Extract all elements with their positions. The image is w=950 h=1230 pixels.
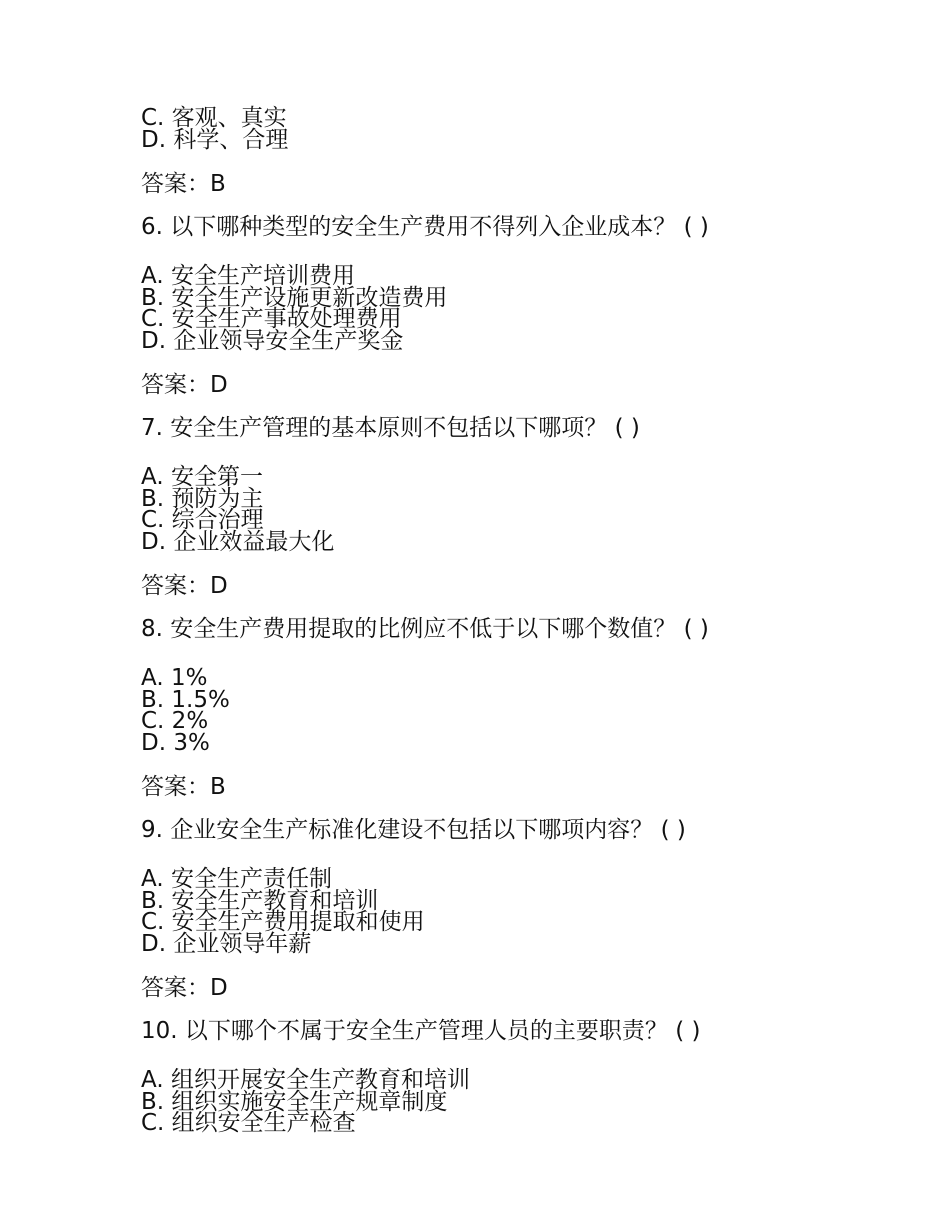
option-c: C. 安全生产事故处理费用 bbox=[141, 306, 402, 332]
option-a: A. 组织开展安全生产教育和培训 bbox=[141, 1067, 470, 1093]
answer-line: 答案：D bbox=[141, 372, 228, 398]
answer-line: 答案：D bbox=[141, 975, 228, 1001]
option-list bbox=[141, 464, 901, 555]
document-page bbox=[141, 105, 901, 1136]
answer-line: 答案：D bbox=[141, 573, 228, 599]
option-d: D. 企业效益最大化 bbox=[141, 528, 335, 555]
option-d: D. 企业领导年薪 bbox=[141, 930, 312, 957]
option-c: C. 2% bbox=[141, 708, 209, 734]
option-a: A. 安全生产培训费用 bbox=[141, 263, 355, 289]
option-b: B. 预防为主 bbox=[141, 485, 264, 512]
option-list bbox=[141, 105, 901, 153]
option-c: C. 安全生产费用提取和使用 bbox=[141, 909, 425, 935]
question-6: 6. 以下哪种类型的安全生产费用不得列入企业成本？ ( ) bbox=[141, 214, 709, 240]
option-d: D. 企业领导安全生产奖金 bbox=[141, 327, 404, 354]
question-9: 9. 企业安全生产标准化建设不包括以下哪项内容？ ( ) bbox=[141, 817, 686, 843]
option-a: A. 1% bbox=[141, 665, 208, 691]
option-c: C. 综合治理 bbox=[141, 507, 264, 533]
option-b: B. 安全生产教育和培训 bbox=[141, 887, 379, 914]
option-a: A. 安全第一 bbox=[141, 464, 263, 490]
question-7: 7. 安全生产管理的基本原则不包括以下哪项？ ( ) bbox=[141, 415, 640, 441]
option-d: D. 3% bbox=[141, 729, 210, 756]
option-list bbox=[141, 263, 901, 354]
option-b: B. 安全生产设施更新改造费用 bbox=[141, 284, 448, 311]
question-10: 10. 以下哪个不属于安全生产管理人员的主要职责？ ( ) bbox=[141, 1018, 701, 1044]
option-list bbox=[141, 1067, 901, 1136]
answer-line: 答案：B bbox=[141, 171, 226, 197]
option-d: D. 科学、合理 bbox=[141, 126, 289, 153]
option-b: B. 1.5% bbox=[141, 686, 230, 713]
answer-line: 答案：B bbox=[141, 774, 226, 800]
option-a: A. 安全生产责任制 bbox=[141, 866, 332, 892]
question-8: 8. 安全生产费用提取的比例应不低于以下哪个数值？ ( ) bbox=[141, 616, 709, 642]
option-list bbox=[141, 665, 901, 756]
option-c: C. 组织安全生产检查 bbox=[141, 1110, 356, 1136]
option-c: C. 客观、真实 bbox=[141, 105, 287, 131]
option-list bbox=[141, 866, 901, 957]
option-b: B. 组织实施安全生产规章制度 bbox=[141, 1088, 448, 1115]
